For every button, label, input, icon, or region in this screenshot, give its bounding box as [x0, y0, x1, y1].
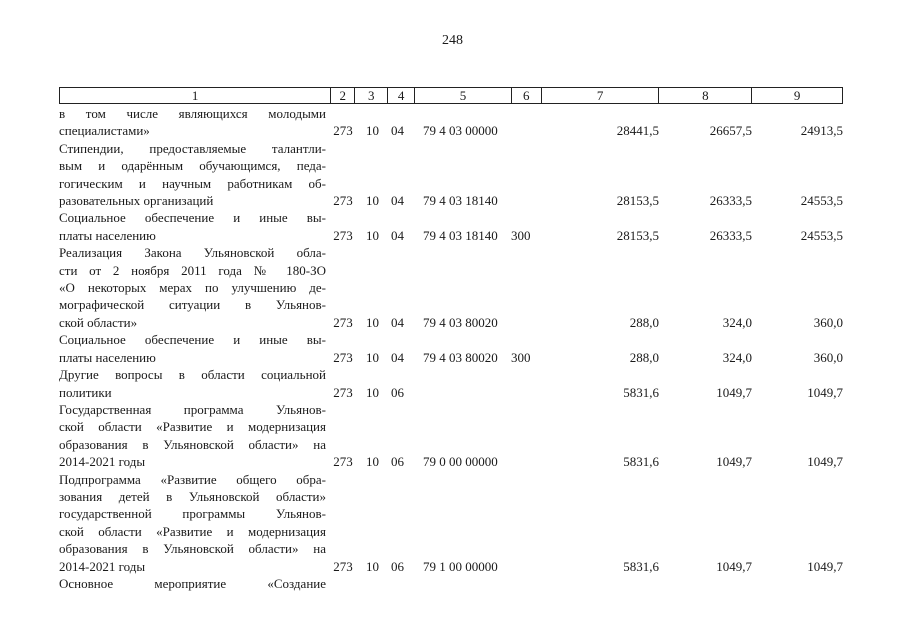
row-code-admin: 273	[333, 193, 353, 209]
description-line: сти от 2 ноября 2011 года № 180-ЗО	[59, 262, 326, 278]
table-row	[59, 209, 843, 244]
row-code-expense-type: 300	[511, 349, 531, 365]
row-code-target: 79 4 03 18140	[423, 227, 498, 243]
description-line: Другие вопросы в области социальной	[59, 367, 326, 383]
description-line: политики	[59, 384, 112, 400]
header-cell-3: 3	[354, 88, 387, 103]
row-amount-1: 288,0	[629, 314, 659, 330]
table-row	[59, 331, 843, 366]
description-line: образования в Ульяновской области» на	[59, 436, 326, 452]
row-code-admin: 273	[333, 227, 353, 243]
table-row	[59, 575, 843, 592]
page-number: 248	[442, 33, 463, 48]
description-line: мографической ситуации в Ульянов-	[59, 297, 326, 313]
table-row	[59, 140, 843, 210]
row-code-subsection: 06	[391, 558, 404, 574]
row-amount-1: 288,0	[629, 349, 659, 365]
row-code-section: 10	[366, 384, 379, 400]
row-code-section: 10	[366, 454, 379, 470]
row-amount-2: 26657,5	[709, 123, 752, 139]
description-line: в том числе являющихся молодыми	[59, 106, 326, 121]
row-amount-2: 1049,7	[716, 558, 752, 574]
row-amount-2: 1049,7	[716, 384, 752, 400]
row-code-target: 79 4 03 00000	[423, 123, 498, 139]
description-line: платы населению	[59, 227, 156, 243]
description-line: Основное мероприятие «Создание	[59, 575, 326, 591]
row-code-admin: 273	[333, 454, 353, 470]
row-description	[59, 244, 330, 331]
row-amount-3: 360,0	[813, 349, 843, 365]
description-line: специалистами»	[59, 123, 150, 139]
row-code-section: 10	[366, 227, 379, 243]
row-description	[59, 209, 330, 244]
row-code-section: 10	[366, 123, 379, 139]
description-line: платы населению	[59, 349, 156, 365]
row-amount-3: 24553,5	[800, 193, 843, 209]
table-body	[59, 105, 843, 592]
row-description	[59, 471, 330, 575]
row-code-subsection: 04	[391, 193, 404, 209]
header-cell-5: 5	[414, 88, 511, 103]
description-line: Государственная программа Ульянов-	[59, 401, 326, 417]
header-cell-7: 7	[541, 88, 659, 103]
row-description	[59, 105, 330, 140]
row-code-section: 10	[366, 558, 379, 574]
row-amount-2: 324,0	[722, 314, 752, 330]
row-amount-1: 28153,5	[616, 227, 659, 243]
row-amount-3: 1049,7	[807, 454, 843, 470]
budget-table	[59, 87, 843, 592]
description-line: государственной программы Ульянов-	[59, 506, 326, 522]
row-code-target: 79 0 00 00000	[423, 454, 498, 470]
table-row	[59, 401, 843, 471]
description-line: разовательных организаций	[59, 193, 214, 209]
row-description	[59, 140, 330, 210]
row-amount-2: 26333,5	[709, 193, 752, 209]
row-amount-1: 28441,5	[616, 123, 659, 139]
description-line: зования детей в Ульяновской области»	[59, 488, 326, 504]
row-code-target: 79 4 03 80020	[423, 314, 498, 330]
table-row	[59, 366, 843, 401]
description-line: 2014-2021 годы	[59, 558, 146, 574]
row-code-target: 79 4 03 80020	[423, 349, 498, 365]
table-row	[59, 471, 843, 575]
row-code-section: 10	[366, 349, 379, 365]
row-amount-3: 24913,5	[800, 123, 843, 139]
row-code-subsection: 04	[391, 349, 404, 365]
description-line: Подпрограмма «Развитие общего обра-	[59, 471, 326, 487]
header-cell-1: 1	[191, 88, 199, 103]
row-code-subsection: 04	[391, 314, 404, 330]
description-line: «О некоторых мерах по улучшению де-	[59, 280, 326, 296]
description-line: ской области «Развитие и модернизация	[59, 523, 326, 539]
row-code-expense-type: 300	[511, 227, 531, 243]
table-header-row	[59, 87, 843, 104]
row-amount-1: 5831,6	[623, 454, 659, 470]
row-amount-1: 5831,6	[623, 558, 659, 574]
description-line: ской области «Развитие и модернизация	[59, 419, 326, 435]
row-description	[59, 366, 330, 401]
header-cell-9: 9	[751, 88, 842, 103]
description-line: Социальное обеспечение и иные вы-	[59, 210, 326, 226]
row-code-subsection: 04	[391, 123, 404, 139]
row-amount-3: 1049,7	[807, 384, 843, 400]
row-code-admin: 273	[333, 384, 353, 400]
row-amount-2: 1049,7	[716, 454, 752, 470]
row-code-admin: 273	[333, 314, 353, 330]
description-line: 2014-2021 годы	[59, 454, 146, 470]
description-line: Социальное обеспечение и иные вы-	[59, 332, 326, 348]
row-description	[59, 575, 330, 592]
row-amount-3: 24553,5	[800, 227, 843, 243]
row-code-section: 10	[366, 314, 379, 330]
header-cell-6: 6	[511, 88, 541, 103]
header-cell-8: 8	[658, 88, 751, 103]
row-description	[59, 401, 330, 471]
row-amount-3: 360,0	[813, 314, 843, 330]
row-amount-2: 26333,5	[709, 227, 752, 243]
row-code-admin: 273	[333, 558, 353, 574]
row-description	[59, 331, 330, 366]
description-line: вым и одарённым обучающимся, педа-	[59, 158, 326, 174]
row-code-admin: 273	[333, 349, 353, 365]
row-code-target: 79 4 03 18140	[423, 193, 498, 209]
description-line: гогическим и научным работникам об-	[59, 175, 326, 191]
table-row	[59, 244, 843, 331]
description-line: Реализация Закона Ульяновской обла-	[59, 245, 326, 261]
row-code-subsection: 06	[391, 384, 404, 400]
description-line: Стипендии, предоставляемые талантли-	[59, 140, 326, 156]
row-amount-3: 1049,7	[807, 558, 843, 574]
row-code-subsection: 04	[391, 227, 404, 243]
row-amount-1: 28153,5	[616, 193, 659, 209]
row-code-section: 10	[366, 193, 379, 209]
header-cell-4: 4	[387, 88, 414, 103]
row-code-target: 79 1 00 00000	[423, 558, 498, 574]
row-amount-1: 5831,6	[623, 384, 659, 400]
row-code-admin: 273	[333, 123, 353, 139]
row-code-subsection: 06	[391, 454, 404, 470]
header-cell-2: 2	[330, 88, 354, 103]
description-line: образования в Ульяновской области» на	[59, 541, 326, 557]
description-line: ской области»	[59, 314, 138, 330]
row-amount-2: 324,0	[722, 349, 752, 365]
table-row	[59, 105, 843, 140]
